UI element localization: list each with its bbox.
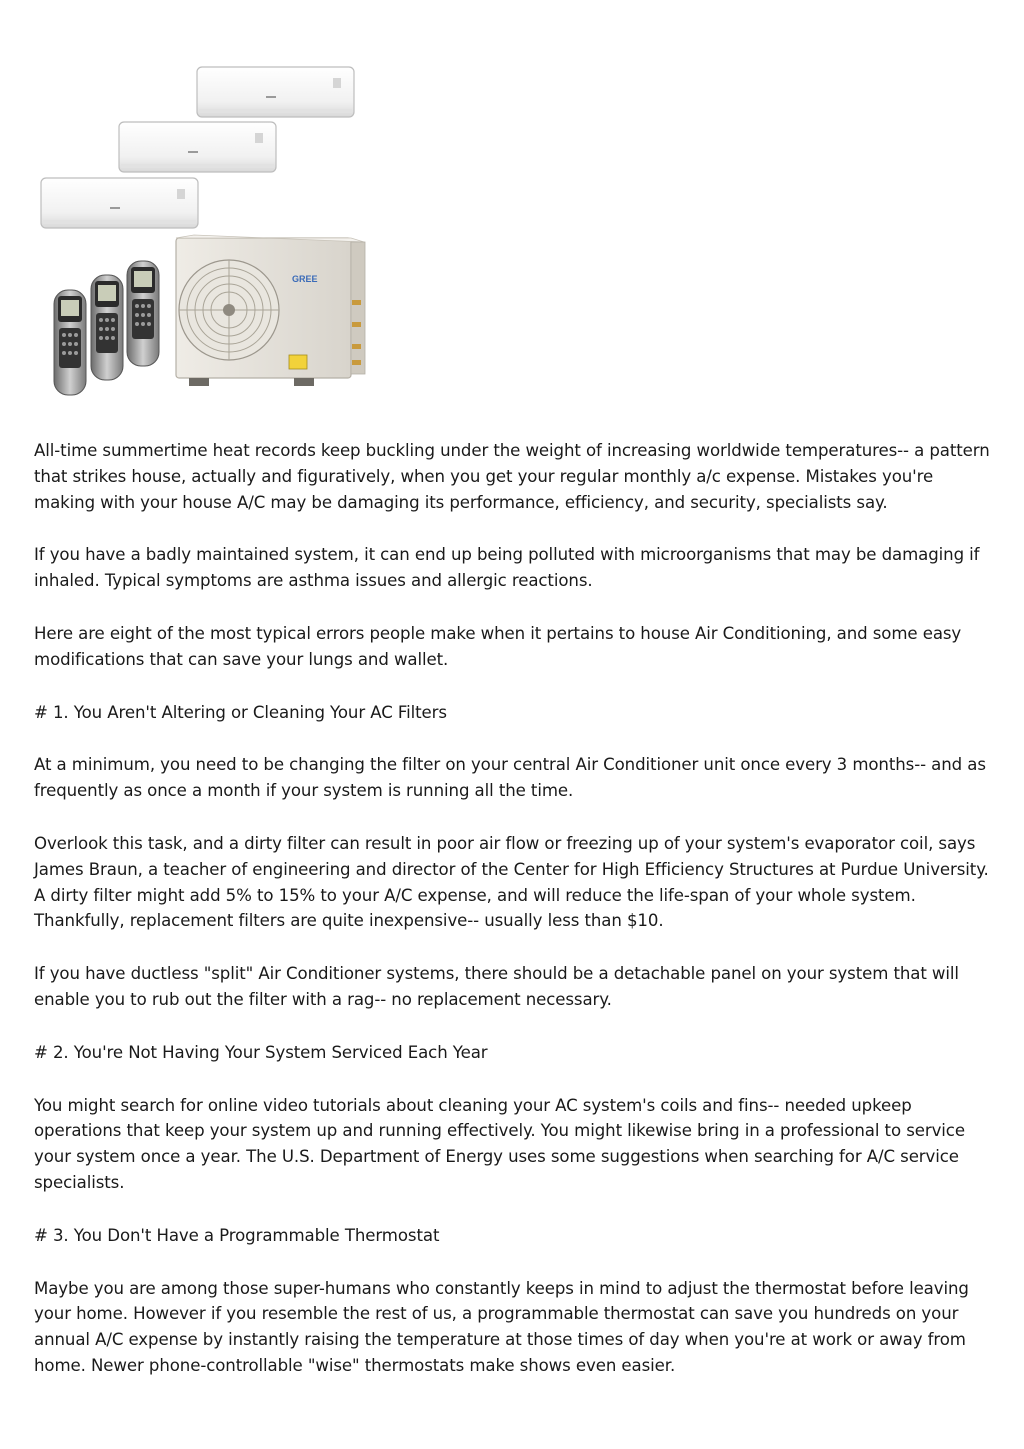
remote-control-left	[54, 290, 86, 395]
paragraph: Overlook this task, and a dirty filter can result in poor air flow or freezing up of your system's evaporator coil, says James Braun, a teacher of engineering and director of the Center for High Efficiency Structures at Purdue University. A dirty filter might add 5% to 15% to your A/C expense, and will reduce the life-span of your whole system. Thankfully, replacement filters are quite inexpensive-- usually less than $10.	[34, 833, 989, 931]
paragraph: If you have ductless "split" Air Conditioner systems, there should be a detachable panel on your system that will enable you to rub out the filter with a rag-- no replacement necessary.	[34, 964, 959, 1009]
article-body	[34, 438, 994, 1406]
product-image	[34, 60, 374, 406]
paragraph: All-time summertime heat records keep buckling under the weight of increasing worldwide temperatures-- a pattern that strikes house, actually and figuratively, when you get your regular monthly a/c expense. Mistakes you're making with your house A/C may be damaging its performance, efficiency, and security, specialists say.	[34, 441, 990, 512]
paragraph: At a minimum, you need to be changing the filter on your central Air Conditioner unit once every 3 months-- and as frequently as once a month if your system is running all the time.	[34, 755, 986, 801]
section-heading: # 2. You're Not Having Your System Serviced Each Year	[34, 1042, 488, 1062]
paragraph: If you have a badly maintained system, it can end up being polluted with microorganisms that may be damaging if inhaled. Typical symptoms are asthma issues and allergic reactions.	[34, 545, 980, 591]
section-heading: # 1. You Aren't Altering or Cleaning Your AC Filters	[34, 702, 447, 722]
paragraph: You might search for online video tutorials about cleaning your AC system's coils and fins-- needed upkeep operations that keep your system up and running effectively. You might likewise bring in a professional to service your system once a year. The U.S. Department of Energy uses some suggestions when searching for A/C service specialists.	[34, 1095, 965, 1192]
indoor-unit-bottom	[41, 178, 198, 228]
indoor-unit-middle	[119, 122, 276, 172]
remote-control-middle	[91, 275, 123, 380]
remote-control-right	[127, 261, 159, 366]
paragraph: Here are eight of the most typical errors people make when it pertains to house Air Conditioning, and some easy modifications that can save your lungs and wallet.	[34, 623, 962, 669]
brand-logo-text: GREE	[292, 274, 318, 284]
section-heading: # 3. You Don't Have a Programmable Thermostat	[34, 1225, 440, 1245]
indoor-unit-top	[197, 67, 354, 117]
paragraph: Maybe you are among those super-humans who constantly keeps in mind to adjust the thermostat before leaving your home. However if you resemble the rest of us, a programmable thermostat can save you hundreds on your annual A/C expense by instantly raising the temperature at those times of day when you're at work or away from home. Newer phone-controllable "wise" thermostats make shows even easier.	[34, 1278, 969, 1375]
outdoor-condenser-unit	[176, 235, 365, 386]
